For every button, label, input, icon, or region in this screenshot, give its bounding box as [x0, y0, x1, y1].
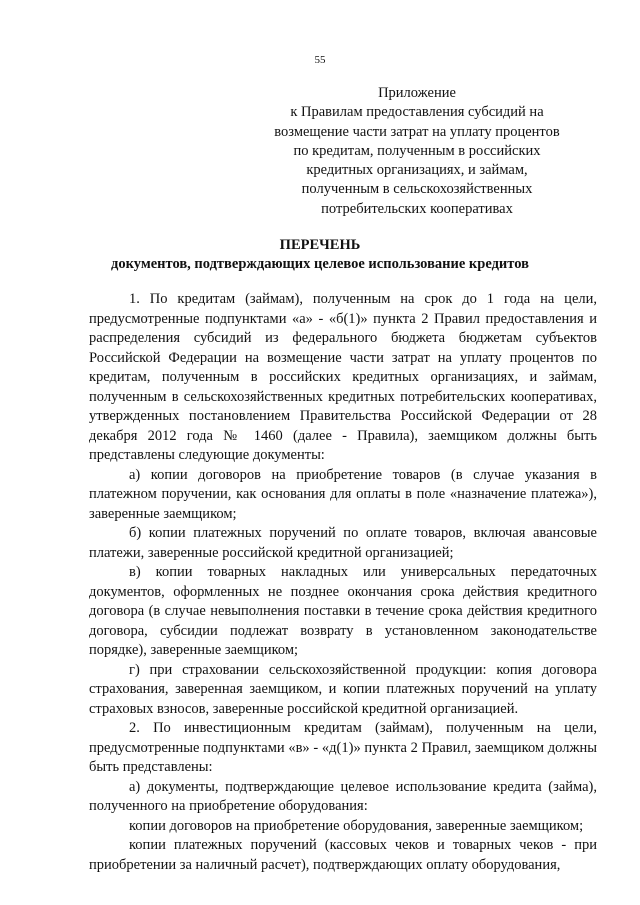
document-title	[0, 236, 640, 274]
appendix-line: потребительских кооперативах	[321, 200, 513, 217]
appendix-line: по кредитам, полученным в российских	[293, 142, 541, 159]
paragraph: 2. По инвестиционным кредитам (займам), полученным на цели, предусмотренные подпунктами «в» - «д(1)» пункта 2 Правил, заемщиком должны быть представлены:	[89, 720, 597, 775]
paragraph: б) копии платежных поручений по оплате товаров, включая авансовые платежи, заверенные российской кредитной организацией;	[89, 525, 597, 561]
document-body	[89, 290, 597, 875]
paragraph: копии договоров на приобретение оборудования, заверенные заемщиком;	[129, 817, 584, 834]
page-number: 55	[314, 54, 326, 66]
appendix-line: к Правилам предоставления субсидий на	[290, 104, 544, 121]
paragraph: а) копии договоров на приобретение товаров (в случае указания в платежном поручении, как основания для оплаты в поле «назначение платежа»), заверенные заемщиком;	[89, 466, 597, 522]
title-heading: ПЕРЕЧЕНЬ	[279, 237, 361, 253]
appendix-line: возмещение части затрат на уплату процентов	[274, 123, 560, 140]
appendix-line: полученным в сельскохозяйственных	[301, 181, 533, 198]
paragraph: г) при страховании сельскохозяйственной продукции: копия договора страхования, заверенная заемщиком, и копии платежных поручений на уплату страховых взносов, заверенные российской кредитной организацией.	[89, 661, 597, 717]
paragraph: копии платежных поручений (кассовых чеков и товарных чеков - при приобретении за наличный расчет), подтверждающих оплату оборудования,	[89, 837, 597, 873]
appendix-line: Приложение	[378, 85, 456, 101]
title-subheading: документов, подтверждающих целевое использование кредитов	[111, 256, 529, 272]
paragraph: а) документы, подтверждающие целевое использование кредита (займа), полученного на приобретение оборудования:	[89, 778, 597, 814]
paragraph: в) копии товарных накладных или универсальных передаточных документов, оформленных не позднее окончания срока действия кредитного договора (в случае невыполнения поставки в течение срока действия кредитного договора, субсидии подлежат возврату в установленном законодательстве порядке), заверенные заемщиком;	[89, 564, 597, 658]
appendix-header	[260, 84, 574, 219]
paragraph: 1. По кредитам (займам), полученным на срок до 1 года на цели, предусмотренные подпунктами «а» - «б(1)» пункта 2 Правил предоставления и распределения субсидий из федерального бюджета бюджетам субъектов Российской Федерации на возмещение части затрат на уплату процентов по кредитам, полученным в российских кредитных организациях, и займам, полученным в сельскохозяйственных кредитных потребительских кооперативах, утвержденных постановлением Правительства Российской Федерации от 28 декабря 2012 года № 1460 (далее - Правила), заемщиком должны быть представлены следующие документы:	[89, 291, 597, 463]
appendix-line: кредитных организациях, и займам,	[306, 162, 528, 179]
